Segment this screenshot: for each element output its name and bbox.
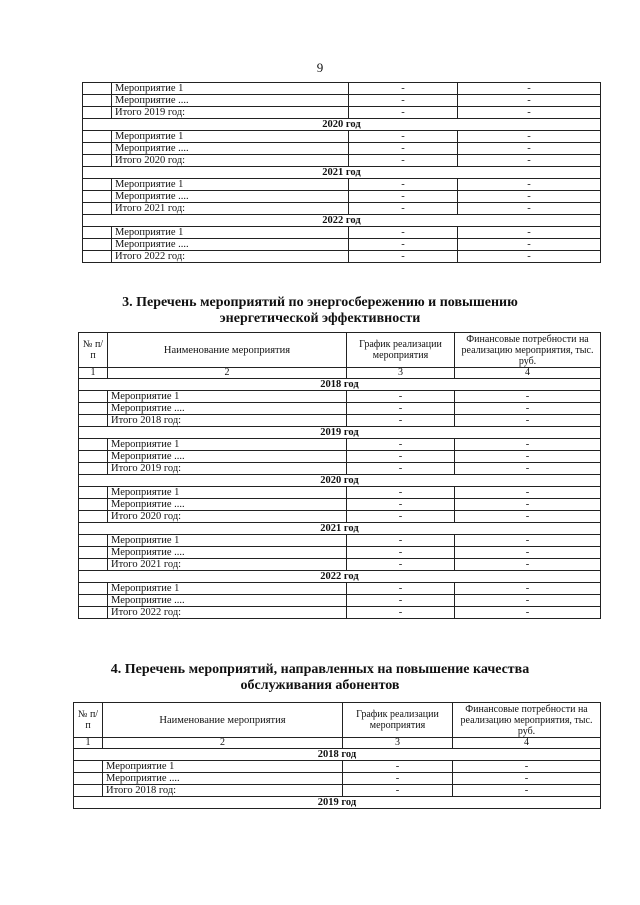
table-row [83,191,601,203]
schedule-cell: - [347,535,455,547]
schedule-cell: - [349,143,458,155]
activity-name-cell: Мероприятие 1 [112,179,349,191]
finance-cell: - [458,203,601,215]
column-number-cell: 1 [74,738,103,749]
finance-cell: - [455,559,601,571]
table-row [79,595,601,607]
finance-cell: - [458,191,601,203]
table-continuation [82,82,601,263]
row-number-cell [83,83,112,95]
column-header: Наименование мероприятия [108,333,347,368]
year-heading-cell: 2019 год [79,427,601,439]
activity-name-cell: Мероприятие .... [108,595,347,607]
row-number-cell [83,239,112,251]
total-name-cell: Итого 2018 год: [103,785,343,797]
year-row [83,119,601,131]
schedule-cell: - [347,583,455,595]
table-row [79,607,601,619]
schedule-cell: - [349,191,458,203]
row-number-cell [83,95,112,107]
column-header: № п/п [79,333,108,368]
activity-name-cell: Мероприятие 1 [108,535,347,547]
row-number-cell [83,155,112,167]
year-heading-cell: 2021 год [83,167,601,179]
table-row [83,107,601,119]
row-number-cell [83,203,112,215]
finance-cell: - [455,391,601,403]
table-row [79,487,601,499]
activity-name-cell: Мероприятие 1 [112,83,349,95]
row-number-cell [79,559,108,571]
column-number-cell: 2 [103,738,343,749]
total-name-cell: Итого 2018 год: [108,415,347,427]
row-number-cell [79,403,108,415]
year-row [79,475,601,487]
row-number-cell [79,583,108,595]
schedule-cell: - [347,559,455,571]
column-number-cell: 4 [455,368,601,379]
column-number-row [74,738,601,749]
row-number-cell [79,415,108,427]
row-number-cell [79,499,108,511]
schedule-cell: - [349,131,458,143]
schedule-cell: - [349,107,458,119]
schedule-cell: - [349,203,458,215]
finance-cell: - [455,439,601,451]
row-number-cell [83,191,112,203]
table-row [83,95,601,107]
column-number-cell: 1 [79,368,108,379]
table-header-row [74,703,601,738]
column-number-row [79,368,601,379]
total-name-cell: Итого 2022 год: [108,607,347,619]
finance-cell: - [453,785,601,797]
row-number-cell [74,773,103,785]
finance-cell: - [458,179,601,191]
finance-cell: - [455,499,601,511]
schedule-cell: - [349,239,458,251]
row-number-cell [79,451,108,463]
total-name-cell: Итого 2020 год: [108,511,347,523]
table-row [79,511,601,523]
column-number-cell: 2 [108,368,347,379]
year-heading-cell: 2019 год [74,797,601,809]
section4-heading: 4. Перечень мероприятий, направленных на повышение качества обслуживания абонентов [110,662,530,693]
table-row [83,203,601,215]
table-row [83,143,601,155]
schedule-cell: - [347,595,455,607]
table-row [74,785,601,797]
year-row [79,523,601,535]
activity-name-cell: Мероприятие 1 [108,391,347,403]
row-number-cell [83,227,112,239]
year-row [74,749,601,761]
finance-cell: - [458,83,601,95]
row-number-cell [83,131,112,143]
year-row [79,379,601,391]
year-heading-cell: 2021 год [79,523,601,535]
schedule-cell: - [349,227,458,239]
row-number-cell [79,595,108,607]
schedule-cell: - [347,499,455,511]
activity-name-cell: Мероприятие 1 [112,131,349,143]
column-number-cell: 3 [347,368,455,379]
activity-name-cell: Мероприятие 1 [108,583,347,595]
table-row [83,131,601,143]
schedule-cell: - [349,251,458,263]
column-header: График реализации мероприятия [347,333,455,368]
year-heading-cell: 2018 год [79,379,601,391]
column-header: Финансовые потребности на реализацию мероприятия, тыс. руб. [455,333,601,368]
finance-cell: - [455,415,601,427]
table-row [79,451,601,463]
row-number-cell [79,607,108,619]
row-number-cell [83,251,112,263]
year-row [74,797,601,809]
year-row [83,167,601,179]
schedule-cell: - [347,439,455,451]
schedule-cell: - [343,773,453,785]
table-row [83,83,601,95]
finance-cell: - [458,239,601,251]
activity-name-cell: Мероприятие .... [112,239,349,251]
schedule-cell: - [347,487,455,499]
activity-name-cell: Мероприятие .... [112,95,349,107]
column-header: Финансовые потребности на реализацию мероприятия, тыс. руб. [453,703,601,738]
schedule-cell: - [347,463,455,475]
table-row [74,761,601,773]
activity-name-cell: Мероприятие .... [103,773,343,785]
schedule-cell: - [349,155,458,167]
table-row [79,403,601,415]
year-row [79,427,601,439]
finance-cell: - [458,251,601,263]
row-number-cell [79,511,108,523]
total-name-cell: Итого 2022 год: [112,251,349,263]
column-header: График реализации мероприятия [343,703,453,738]
total-name-cell: Итого 2019 год: [112,107,349,119]
column-header: Наименование мероприятия [103,703,343,738]
column-number-cell: 4 [453,738,601,749]
total-name-cell: Итого 2020 год: [112,155,349,167]
total-name-cell: Итого 2021 год: [112,203,349,215]
schedule-cell: - [347,607,455,619]
finance-cell: - [458,143,601,155]
finance-cell: - [455,487,601,499]
row-number-cell [79,487,108,499]
schedule-cell: - [347,391,455,403]
schedule-cell: - [347,451,455,463]
schedule-cell: - [347,403,455,415]
schedule-cell: - [347,415,455,427]
page-number: 9 [316,60,324,75]
activity-name-cell: Мероприятие .... [108,451,347,463]
table-row [79,583,601,595]
column-header: № п/п [74,703,103,738]
activity-name-cell: Мероприятие .... [108,547,347,559]
section3-heading: 3. Перечень мероприятий по энергосбережению и повышению энергетической эффективности [122,295,518,326]
table-row [79,535,601,547]
schedule-cell: - [349,83,458,95]
finance-cell: - [453,773,601,785]
activity-name-cell: Мероприятие 1 [103,761,343,773]
finance-cell: - [455,511,601,523]
finance-cell: - [458,95,601,107]
finance-cell: - [455,451,601,463]
schedule-cell: - [347,547,455,559]
finance-cell: - [455,463,601,475]
finance-cell: - [455,583,601,595]
row-number-cell [79,547,108,559]
finance-cell: - [455,607,601,619]
table-row [83,251,601,263]
table-row [79,391,601,403]
table-row [74,773,601,785]
activity-name-cell: Мероприятие .... [112,143,349,155]
year-heading-cell: 2020 год [83,119,601,131]
finance-cell: - [458,155,601,167]
year-row [79,571,601,583]
activity-name-cell: Мероприятие .... [108,499,347,511]
row-number-cell [79,391,108,403]
activity-name-cell: Мероприятие .... [108,403,347,415]
year-heading-cell: 2018 год [74,749,601,761]
year-heading-cell: 2022 год [83,215,601,227]
row-number-cell [79,535,108,547]
schedule-cell: - [343,785,453,797]
finance-cell: - [458,131,601,143]
table-header-row [79,333,601,368]
table-row [83,239,601,251]
table-row [79,439,601,451]
year-row [83,215,601,227]
finance-cell: - [455,547,601,559]
schedule-cell: - [349,179,458,191]
finance-cell: - [455,535,601,547]
table-row [79,547,601,559]
row-number-cell [74,761,103,773]
row-number-cell [74,785,103,797]
schedule-cell: - [349,95,458,107]
row-number-cell [83,107,112,119]
table-row [79,499,601,511]
finance-cell: - [453,761,601,773]
table-row [79,415,601,427]
schedule-cell: - [343,761,453,773]
table-section4 [73,702,601,809]
activity-name-cell: Мероприятие 1 [108,487,347,499]
table-row [79,559,601,571]
table-row [83,227,601,239]
finance-cell: - [455,595,601,607]
finance-cell: - [458,107,601,119]
activity-name-cell: Мероприятие 1 [108,439,347,451]
finance-cell: - [455,403,601,415]
table-row [83,179,601,191]
total-name-cell: Итого 2019 год: [108,463,347,475]
year-heading-cell: 2022 год [79,571,601,583]
row-number-cell [83,143,112,155]
total-name-cell: Итого 2021 год: [108,559,347,571]
finance-cell: - [458,227,601,239]
row-number-cell [83,179,112,191]
column-number-cell: 3 [343,738,453,749]
activity-name-cell: Мероприятие 1 [112,227,349,239]
activity-name-cell: Мероприятие .... [112,191,349,203]
row-number-cell [79,439,108,451]
row-number-cell [79,463,108,475]
year-heading-cell: 2020 год [79,475,601,487]
schedule-cell: - [347,511,455,523]
table-row [83,155,601,167]
table-row [79,463,601,475]
table-section3 [78,332,601,619]
